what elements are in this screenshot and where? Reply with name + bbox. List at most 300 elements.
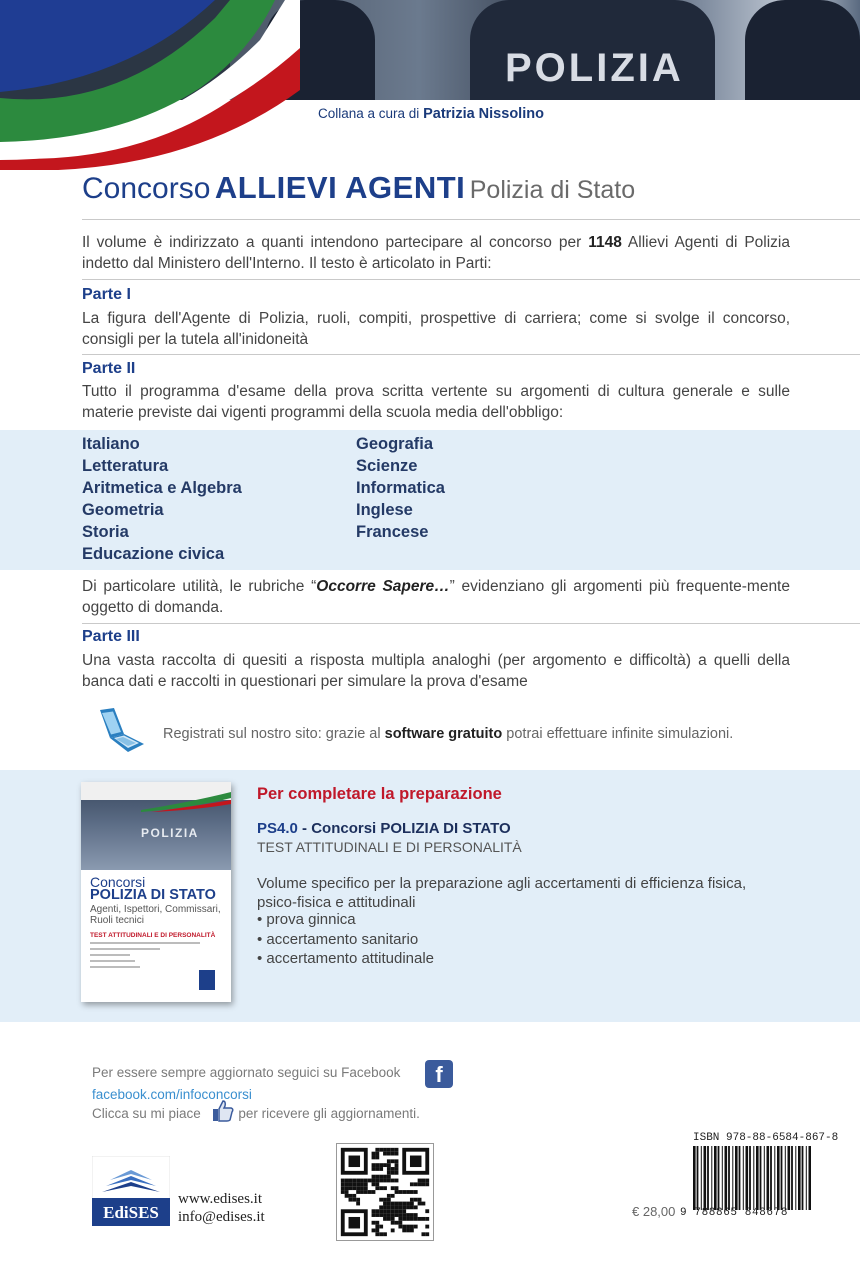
part-2-heading: Parte II	[82, 360, 136, 377]
publisher-name: EdiSES	[103, 1203, 159, 1222]
qr-module	[383, 1163, 387, 1167]
qr-module	[398, 1209, 402, 1213]
qr-module	[379, 1148, 383, 1152]
completion-list	[257, 910, 434, 969]
part-3-text: Una vasta raccolta di quesiti a risposta multipla analoghi (per argomento e difficoltà) a quelli della banca dati e raccolti in questionari per simulare la prova d'esame	[82, 652, 790, 690]
barcode-bar	[809, 1146, 812, 1210]
barcode-bar	[791, 1146, 793, 1210]
qr-module	[352, 1198, 356, 1202]
barcode-bar	[764, 1146, 765, 1210]
edises-logo	[92, 1156, 170, 1226]
qr-module	[414, 1205, 418, 1209]
qr-module	[364, 1182, 368, 1186]
qr-module	[379, 1225, 383, 1229]
qr-module	[395, 1171, 399, 1175]
qr-module	[383, 1217, 387, 1221]
qr-module	[395, 1190, 399, 1194]
qr-module	[387, 1205, 391, 1209]
qr-module	[375, 1186, 379, 1190]
qr-module	[395, 1213, 399, 1217]
qr-module	[406, 1202, 410, 1206]
qr-module	[418, 1198, 422, 1202]
barcode-bar	[774, 1146, 775, 1210]
qr-module	[414, 1217, 418, 1221]
completion-book-name: - Concorsi POLIZIA DI STATO	[302, 820, 511, 837]
barcode-bar	[781, 1146, 783, 1210]
qr-module	[341, 1182, 345, 1186]
qr-module	[410, 1228, 414, 1232]
qr-module	[395, 1202, 399, 1206]
qr-module	[387, 1209, 391, 1213]
qr-module	[349, 1186, 353, 1190]
qr-module	[379, 1209, 383, 1213]
qr-module	[402, 1228, 406, 1232]
barcode-bar	[785, 1146, 786, 1210]
occorre-sapere-paragraph	[82, 576, 790, 618]
qr-module	[387, 1167, 391, 1171]
qr-module	[406, 1190, 410, 1194]
qr-module	[395, 1179, 399, 1183]
qr-module	[402, 1190, 406, 1194]
qr-module	[383, 1179, 387, 1183]
software-text-before: Registrati sul nostro sito: grazie al	[163, 726, 381, 742]
laptop-icon	[90, 706, 146, 754]
book-cover-line4: TEST ATTITUDINALI E DI PERSONALITÀ	[90, 932, 216, 939]
part-2-text: Tutto il programma d'esame della prova scritta vertente su argomenti di cultura generale e sulle materie previste dai vigenti programmi della scuola media dell'obbligo:	[82, 383, 790, 421]
qr-module	[410, 1182, 414, 1186]
qr-code-pattern	[337, 1144, 433, 1240]
qr-module	[360, 1182, 364, 1186]
qr-module	[372, 1152, 376, 1156]
qr-module	[364, 1190, 368, 1194]
barcode-bar	[725, 1146, 728, 1210]
qr-module	[391, 1205, 395, 1209]
qr-module	[379, 1175, 383, 1179]
publisher-email[interactable]: info@edises.it	[178, 1209, 265, 1225]
qr-module	[356, 1179, 360, 1183]
qr-module	[379, 1198, 383, 1202]
list-item: • accertamento attitudinale	[257, 950, 435, 967]
qr-module	[410, 1198, 414, 1202]
qr-module	[425, 1182, 429, 1186]
like-instruction	[92, 1106, 420, 1121]
qr-module	[387, 1213, 391, 1217]
qr-module	[360, 1186, 364, 1190]
book-cover-line1: Concorsi	[90, 874, 146, 890]
qr-module	[383, 1232, 387, 1236]
qr-module	[410, 1190, 414, 1194]
qr-code[interactable]	[336, 1143, 434, 1241]
qr-module	[391, 1209, 395, 1213]
qr-module	[345, 1186, 349, 1190]
part-1-heading: Parte I	[82, 286, 131, 303]
barcode-bar	[770, 1146, 772, 1210]
qr-module	[398, 1190, 402, 1194]
qr-module	[395, 1167, 399, 1171]
qr-module	[398, 1217, 402, 1221]
qr-module	[391, 1194, 395, 1198]
barcode-bar	[704, 1146, 707, 1210]
qr-module	[387, 1148, 391, 1152]
qr-module	[402, 1213, 406, 1217]
qr-module	[375, 1182, 379, 1186]
qr-module	[368, 1190, 372, 1194]
qr-module	[372, 1182, 376, 1186]
qr-module	[375, 1213, 379, 1217]
qr-module	[372, 1228, 376, 1232]
qr-module	[391, 1221, 395, 1225]
qr-module	[410, 1156, 422, 1168]
qr-module	[414, 1190, 418, 1194]
qr-module	[372, 1213, 376, 1217]
barcode-bar	[697, 1146, 699, 1210]
qr-module	[372, 1175, 376, 1179]
qr-module	[398, 1221, 402, 1225]
subjects-list-right	[356, 433, 445, 543]
qr-module	[356, 1182, 360, 1186]
qr-module	[414, 1198, 418, 1202]
qr-module	[387, 1163, 391, 1167]
intro-text-before: Il volume è indirizzato a quanti intendono partecipare al concorso per	[82, 234, 582, 251]
series-editor-prefix: Collana a cura di	[318, 106, 420, 121]
subject-item: Inglese	[356, 501, 413, 519]
barcode-bar	[732, 1146, 733, 1210]
title-main: ALLIEVI AGENTI	[214, 170, 466, 205]
qr-module	[406, 1228, 410, 1232]
qr-module	[391, 1179, 395, 1183]
qr-module	[349, 1156, 361, 1168]
subjects-list-left	[82, 433, 242, 565]
isbn-text: ISBN 978-88-6584-867-8	[693, 1132, 839, 1144]
qr-module	[372, 1167, 376, 1171]
qr-module	[345, 1190, 349, 1194]
subject-item: Scienze	[356, 457, 418, 475]
like-text-after: per ricevere gli aggiornamenti.	[238, 1106, 420, 1121]
like-text-before: Clicca su mi piace	[92, 1106, 201, 1121]
barcode-bar	[714, 1146, 717, 1210]
book-cover-text-lines	[90, 942, 210, 972]
price: € 28,00	[632, 1204, 676, 1219]
barcode-bar	[743, 1146, 744, 1210]
barcode-bar	[693, 1146, 696, 1210]
qr-module	[402, 1225, 406, 1229]
subject-item: Francese	[356, 523, 429, 541]
qr-module	[425, 1217, 429, 1221]
qr-module	[387, 1159, 391, 1163]
qr-module	[375, 1175, 379, 1179]
qr-module	[375, 1167, 379, 1171]
divider	[82, 279, 860, 280]
qr-module	[398, 1213, 402, 1217]
barcode-bar	[749, 1146, 751, 1210]
qr-module	[372, 1179, 376, 1183]
publisher-website[interactable]: www.edises.it	[178, 1191, 263, 1207]
part-3-heading: Parte III	[82, 628, 140, 645]
qr-module	[410, 1205, 414, 1209]
qr-module	[375, 1163, 379, 1167]
qr-module	[360, 1190, 364, 1194]
qr-module	[418, 1179, 422, 1183]
qr-module	[402, 1202, 406, 1206]
qr-module	[383, 1148, 387, 1152]
intro-text-after: Allievi Agenti di Polizia indetto dal Ministero dell'Interno. Il testo è articolato in Parti:	[82, 234, 790, 272]
qr-module	[375, 1221, 379, 1225]
barcode-bar	[806, 1146, 807, 1210]
qr-module	[398, 1225, 402, 1229]
subject-item: Informatica	[356, 479, 445, 497]
qr-module	[391, 1167, 395, 1171]
qr-module	[387, 1171, 391, 1175]
list-item: • accertamento sanitario	[257, 930, 419, 948]
book-cover-polizia: POLIZIA	[141, 826, 199, 840]
qr-module	[383, 1175, 387, 1179]
barcode-bar	[756, 1146, 759, 1210]
related-book-cover	[81, 782, 231, 1002]
qr-module	[387, 1179, 391, 1183]
barcode-bar	[777, 1146, 780, 1210]
photo-officer-right	[745, 0, 860, 100]
qr-module	[372, 1190, 376, 1194]
qr-module	[352, 1194, 356, 1198]
facebook-icon: f	[425, 1060, 453, 1088]
qr-module	[349, 1182, 353, 1186]
part-1-text: La figura dell'Agente di Polizia, ruoli, compiti, prospettive di carriera; come si svolge il concorso, consigli per la tutela all'inidoneità	[82, 310, 790, 348]
thumbs-up-icon	[211, 1099, 235, 1123]
barcode-bar	[711, 1146, 712, 1210]
qr-module	[372, 1221, 376, 1225]
title-prefix: Concorso	[82, 172, 211, 205]
subject-item: Aritmetica e Algebra	[82, 479, 242, 497]
qr-module	[402, 1217, 406, 1221]
software-text-after: potrai effettuare infinite simulazioni.	[506, 726, 734, 742]
qr-module	[421, 1182, 425, 1186]
barcode-bar	[735, 1146, 738, 1210]
occorre-text-after: ” evidenziano gli argomenti più frequente-mente oggetto di domanda.	[82, 578, 790, 616]
qr-module	[391, 1217, 395, 1221]
occorre-highlight: Occorre Sapere…	[316, 578, 450, 595]
qr-module	[395, 1205, 399, 1209]
qr-module	[349, 1217, 361, 1229]
qr-module	[391, 1186, 395, 1190]
title-suffix: Polizia di Stato	[469, 176, 636, 204]
tricolor-ribbon-graphic	[0, 0, 320, 170]
book-cover-line2: POLIZIA DI STATO	[90, 887, 216, 903]
qr-module	[410, 1225, 414, 1229]
qr-module	[387, 1217, 391, 1221]
qr-module	[406, 1213, 410, 1217]
qr-module	[387, 1175, 391, 1179]
qr-module	[375, 1225, 379, 1229]
barcode-bar	[746, 1146, 749, 1210]
qr-module	[395, 1209, 399, 1213]
qr-module	[391, 1213, 395, 1217]
facebook-link[interactable]: facebook.com/infoconcorsi	[92, 1087, 252, 1102]
qr-module	[398, 1205, 402, 1209]
qr-module	[395, 1148, 399, 1152]
qr-module	[341, 1179, 345, 1183]
divider	[82, 354, 860, 355]
qr-module	[395, 1152, 399, 1156]
book-cover-publisher-logo	[199, 970, 215, 990]
qr-module	[383, 1209, 387, 1213]
qr-module	[379, 1167, 383, 1171]
qr-module	[356, 1198, 360, 1202]
qr-module	[383, 1198, 387, 1202]
qr-module	[387, 1194, 391, 1198]
barcode-bar	[722, 1146, 723, 1210]
list-item: • prova ginnica	[257, 911, 356, 928]
qr-module	[395, 1163, 399, 1167]
barcode-bar	[753, 1146, 754, 1210]
software-text-bold: software gratuito	[384, 726, 503, 742]
intro-number: 1148	[588, 234, 622, 251]
barcode-bar	[767, 1146, 770, 1210]
qr-module	[425, 1209, 429, 1213]
qr-module	[349, 1179, 353, 1183]
qr-module	[406, 1225, 410, 1229]
qr-module	[387, 1152, 391, 1156]
intro-paragraph	[82, 232, 790, 274]
qr-module	[364, 1179, 368, 1183]
qr-module	[356, 1190, 360, 1194]
subject-item: Geografia	[356, 435, 434, 453]
qr-module	[345, 1182, 349, 1186]
barcode-bar	[795, 1146, 796, 1210]
qr-module	[395, 1221, 399, 1225]
qr-module	[421, 1232, 425, 1236]
qr-module	[425, 1179, 429, 1183]
qr-module	[391, 1228, 395, 1232]
divider	[82, 623, 860, 624]
qr-module	[368, 1179, 372, 1183]
qr-module	[421, 1202, 425, 1206]
qr-module	[375, 1209, 379, 1213]
qr-module	[387, 1198, 391, 1202]
qr-module	[383, 1213, 387, 1217]
qr-module	[341, 1186, 345, 1190]
qr-module	[356, 1202, 360, 1206]
qr-module	[372, 1163, 376, 1167]
qr-module	[349, 1198, 353, 1202]
qr-module	[349, 1194, 353, 1198]
series-editor-line	[318, 106, 544, 122]
qr-module	[364, 1186, 368, 1190]
subject-item: Educazione civica	[82, 545, 225, 563]
qr-module	[372, 1209, 376, 1213]
series-editor-name: Patrizia Nissolino	[423, 106, 544, 122]
qr-module	[391, 1148, 395, 1152]
qr-module	[414, 1182, 418, 1186]
qr-module	[345, 1179, 349, 1183]
subject-item: Geometria	[82, 501, 164, 519]
barcode-bar	[798, 1146, 801, 1210]
qr-module	[352, 1186, 356, 1190]
qr-module	[387, 1202, 391, 1206]
qr-module	[379, 1232, 383, 1236]
barcode-bar	[718, 1146, 720, 1210]
qr-module	[372, 1156, 376, 1160]
barcode-bar	[701, 1146, 702, 1210]
qr-module	[391, 1202, 395, 1206]
completion-book-title	[257, 820, 511, 837]
qr-module	[379, 1205, 383, 1209]
qr-module	[418, 1202, 422, 1206]
qr-module	[418, 1217, 422, 1221]
completion-book-subtitle: TEST ATTITUDINALI E DI PERSONALITÀ	[257, 839, 522, 855]
qr-module	[375, 1232, 379, 1236]
qr-module	[421, 1179, 425, 1183]
qr-module	[356, 1186, 360, 1190]
subject-item: Storia	[82, 523, 129, 541]
qr-module	[375, 1156, 379, 1160]
barcode-bar	[788, 1146, 791, 1210]
qr-module	[391, 1152, 395, 1156]
subject-item: Letteratura	[82, 457, 169, 475]
qr-module	[383, 1202, 387, 1206]
barcode-bar	[707, 1146, 709, 1210]
barcode-bar	[802, 1146, 804, 1210]
qr-module	[379, 1186, 383, 1190]
qr-module	[352, 1179, 356, 1183]
qr-module	[352, 1182, 356, 1186]
qr-module	[375, 1228, 379, 1232]
qr-module	[379, 1163, 383, 1167]
qr-module	[395, 1186, 399, 1190]
qr-module	[406, 1205, 410, 1209]
qr-module	[398, 1202, 402, 1206]
qr-module	[391, 1159, 395, 1163]
qr-module	[379, 1213, 383, 1217]
qr-module	[383, 1186, 387, 1190]
qr-module	[410, 1202, 414, 1206]
occorre-text-before: Di particolare utilità, le rubriche “	[82, 578, 317, 595]
book-cover-line3: Agenti, Ispettori, Commissari, Ruoli tecnici	[90, 904, 221, 926]
qr-module	[391, 1171, 395, 1175]
qr-module	[418, 1182, 422, 1186]
qr-module	[395, 1159, 399, 1163]
publisher-contacts	[178, 1190, 265, 1226]
qr-module	[402, 1205, 406, 1209]
completion-description: Volume specifico per la preparazione agli accertamenti di efficienza fisica, psico-fisica e attitudinali	[257, 875, 747, 911]
qr-module	[383, 1205, 387, 1209]
qr-module	[410, 1213, 414, 1217]
qr-module	[425, 1232, 429, 1236]
completion-heading: Per completare la preparazione	[257, 785, 502, 803]
facebook-follow-text: Per essere sempre aggiornato seguici su Facebook	[92, 1065, 401, 1080]
qr-module	[425, 1225, 429, 1229]
divider	[82, 219, 860, 220]
barcode-bar	[728, 1146, 730, 1210]
qr-module	[360, 1179, 364, 1183]
qr-module	[421, 1217, 425, 1221]
qr-module	[379, 1179, 383, 1183]
book-title	[82, 170, 635, 206]
qr-module	[375, 1148, 379, 1152]
software-line	[163, 726, 733, 742]
qr-module	[406, 1217, 410, 1221]
qr-module	[402, 1209, 406, 1213]
photo-polizia-text: POLIZIA	[505, 46, 684, 90]
barcode-digits: 9 788865 848678	[680, 1207, 789, 1219]
book-cover-ribbon	[81, 792, 231, 812]
qr-module	[375, 1152, 379, 1156]
qr-module	[383, 1152, 387, 1156]
qr-module	[414, 1225, 418, 1229]
barcode	[693, 1146, 811, 1210]
qr-module	[341, 1190, 345, 1194]
qr-module	[375, 1179, 379, 1183]
barcode-bar	[739, 1146, 741, 1210]
